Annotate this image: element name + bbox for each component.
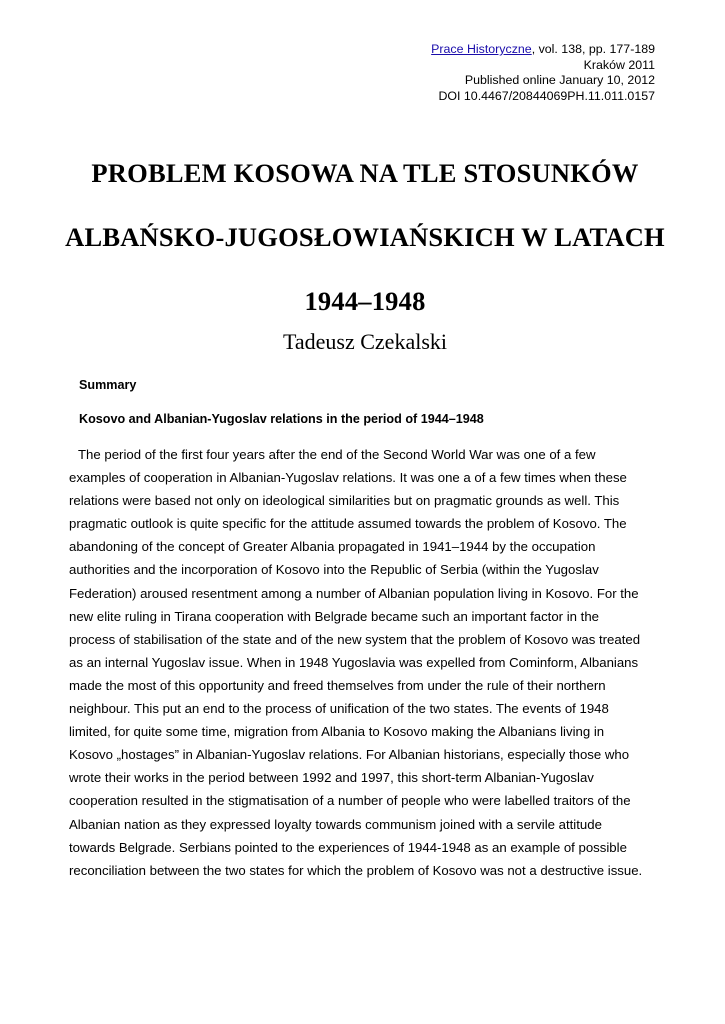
abstract-line: examples of cooperation in Albanian-Yugoslav relations. It was one a of a few times when these: [69, 470, 627, 486]
abstract-line: made the most of this opportunity and freed themselves from under the rule of their northern: [69, 677, 606, 693]
doi: DOI 10.4467/20844069PH.11.011.0157: [438, 88, 655, 103]
publication-metadata: [255, 42, 655, 104]
summary-heading: Summary: [79, 378, 137, 392]
abstract-line: process of stabilisation of the state and of the new system that the problem of Kosovo was treated: [69, 631, 641, 647]
abstract-paragraph: [69, 446, 669, 885]
author-name: Tadeusz Czekalski: [282, 329, 447, 354]
abstract-line: new elite ruling in Tirana cooperation with Belgrade became such an important factor in the: [69, 608, 599, 624]
journal-volume-pages: , vol. 138, pp. 177-189: [531, 42, 655, 56]
title-line-1: PROBLEM KOSOWA NA TLE STOSUNKÓW: [91, 158, 639, 188]
abstract-line: relations were based not only on ideological similarities but on pragmatic grounds as well. This: [69, 493, 620, 509]
summary-subtitle: Kosovo and Albanian-Yugoslav relations in the period of 1944–1948: [79, 412, 484, 426]
title-line-2: ALBAŃSKO-JUGOSŁOWIAŃSKICH W LATACH: [65, 222, 665, 252]
abstract-line: reconciliation between the two states for which the problem of Kosovo was not a destructive issue.: [69, 862, 643, 878]
abstract-line: abandoning of the concept of Greater Albania propagated in 1941–1944 by the occupation: [69, 539, 596, 555]
published-online-date: Published online January 10, 2012: [464, 73, 655, 87]
abstract-line: authorities and the incorporation of Kosovo into the Republic of Serbia (within the Yugoslav: [69, 562, 599, 578]
abstract-line: Albanian nation as they expressed loyalty towards communism joined with a servile attitude: [69, 816, 602, 832]
place-year: Kraków 2011: [583, 57, 655, 72]
abstract-line: as an internal Yugoslav issue. When in 1948 Yugoslavia was expelled from Cominform, Albanians: [69, 654, 639, 670]
journal-link[interactable]: Prace Historyczne: [431, 42, 532, 56]
abstract-line: pragmatic outlook is quite specific for the attitude assumed towards the problem of Kosovo. The: [69, 516, 627, 532]
abstract-line: cooperation resulted in the stigmatisation of a number of people who were labelled traitors of the: [69, 793, 631, 809]
abstract-line: Federation) aroused resentment among a number of Albanian population living in Kosovo. For the: [69, 585, 639, 601]
abstract-line: towards Belgrade. Serbians pointed to the experiences of 1944-1948 as an example of possible: [69, 839, 627, 855]
title-line-3: 1944–1948: [304, 286, 426, 316]
article-title: [40, 150, 690, 342]
abstract-line: The period of the first four years after the end of the Second World War was one of a few: [78, 447, 596, 462]
abstract-line: Kosovo „hostages” in Albanian-Yugoslav relations. For Albanian historians, especially those who: [69, 747, 630, 763]
abstract-line: wrote their works in the period between 1992 and 1997, this short-term Albanian-Yugoslav: [69, 770, 594, 786]
abstract-line: limited, for quite some time, migration from Albania to Kosovo making the Albanians living in: [69, 724, 605, 740]
abstract-line: neighbour. This put an end to the process of unification of the two states. The events of 1948: [69, 701, 609, 717]
journal-citation-line: [255, 42, 655, 58]
